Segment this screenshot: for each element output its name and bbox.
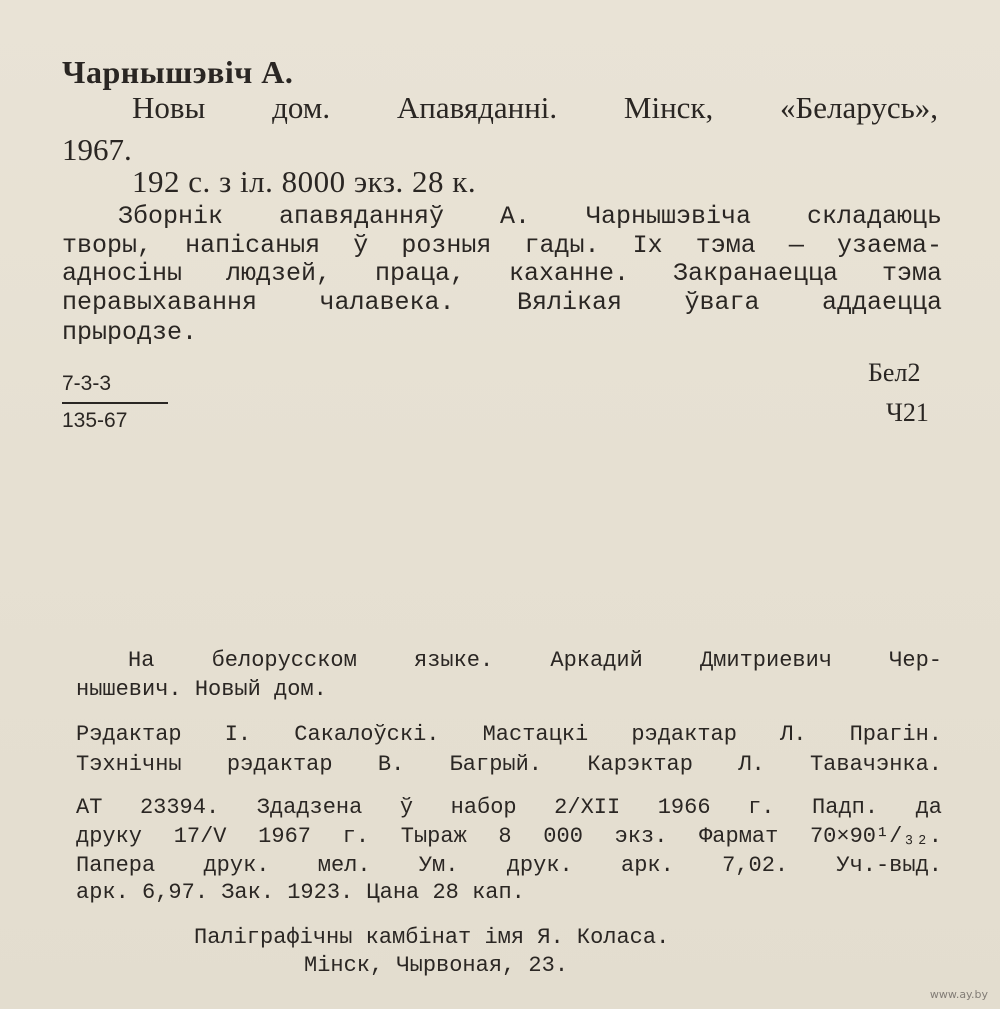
imprint-line-5: АТ 23394. Здадзена ў набор 2/XII 1966 г. Падп. да	[76, 795, 942, 820]
publication-year: 1967.	[62, 132, 132, 167]
classification-code-top: Бел2	[868, 358, 921, 387]
imprint-line-4: Тэхнічны рэдактар В. Багрый. Карэктар Л. Тавачэнка.	[76, 752, 942, 777]
imprint-line-7: Папера друк. мел. Ум. друк. арк. 7,02. Уч.-выд.	[76, 853, 942, 878]
annotation-line-1: Зборнік апавяданняў А. Чарнышэвіча складаюць	[118, 202, 942, 231]
imprint-line-6: друку 17/V 1967 г. Тыраж 8 000 экз. Фармат 70×90¹/₃₂.	[76, 824, 942, 849]
index-code-denominator: 135-67	[62, 409, 128, 432]
imprint-line-8: арк. 6,97. Зак. 1923. Цана 28 кап.	[76, 880, 525, 905]
imprint-line-1: На белорусском языке. Аркадий Дмитриевич Чер-	[128, 648, 942, 673]
imprint-line-3: Рэдактар І. Сакалоўскі. Мастацкі рэдактар Л. Прагін.	[76, 722, 942, 747]
imprint-line-2: нышевич. Новый дом.	[76, 677, 327, 702]
watermark: www.ay.by	[929, 988, 988, 1001]
printing-house-name: Паліграфічны камбінат імя Я. Коласа.	[194, 925, 670, 950]
author-name: Чарнышэвіч А.	[62, 54, 294, 90]
fraction-rule	[62, 402, 168, 404]
annotation-line-5: прыродзе.	[62, 318, 198, 347]
printing-house-address: Мінск, Чырвоная, 23.	[304, 953, 569, 978]
annotation-line-2: творы, напісаныя ў розныя гады. Іх тэма — узаема-	[62, 231, 942, 260]
annotation-line-4: перавыхавання чалавека. Вялікая ўвага аддаецца	[62, 288, 942, 317]
index-code-numerator: 7-3-3	[62, 372, 112, 395]
title-imprint-line: Новы дом. Апавяданні. Мінск, «Беларусь»,	[132, 90, 938, 125]
classification-code-bottom: Ч21	[886, 398, 929, 427]
annotation-line-3: адносіны людзей, праца, каханне. Закранаецца тэма	[62, 259, 942, 288]
physical-description: 192 с. з іл. 8000 экз. 28 к.	[132, 164, 477, 199]
